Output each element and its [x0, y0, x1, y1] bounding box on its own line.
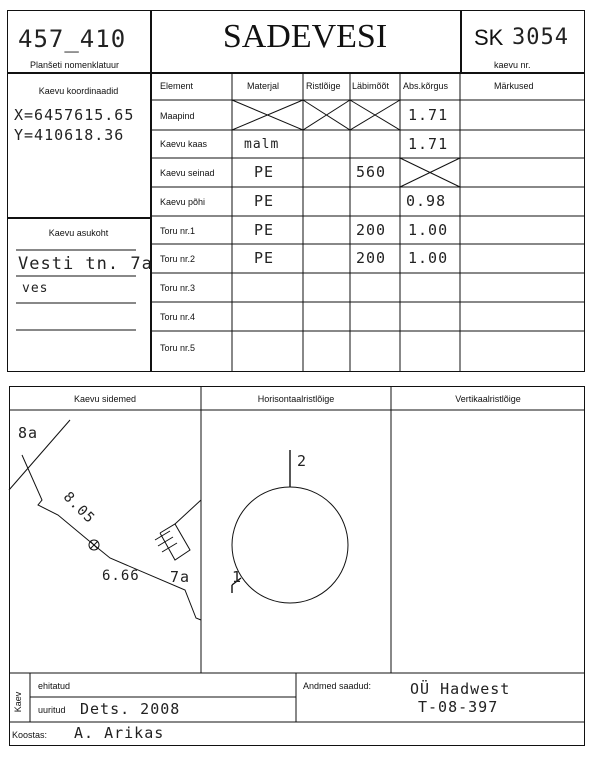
- well-prefix: SK: [474, 25, 504, 50]
- section-header-vertical: Vertikaalristlõige: [455, 394, 521, 404]
- pipe-1-label: 1: [232, 568, 243, 586]
- row-element: Maapind: [160, 111, 195, 121]
- compiled-label: Koostas:: [12, 730, 48, 740]
- row-element: Toru nr.1: [160, 226, 196, 236]
- row-element: Toru nr.2: [160, 254, 196, 264]
- footer-side-label: Kaev: [13, 691, 23, 713]
- col-header-cross: Ristlõige: [306, 81, 341, 91]
- row-height: 1.71: [408, 106, 449, 124]
- row-element: Toru nr.5: [160, 343, 196, 353]
- row-element: Toru nr.3: [160, 283, 196, 293]
- data-from-label: Andmed saadud:: [303, 681, 372, 691]
- row-material: PE: [254, 221, 275, 239]
- row-element: Toru nr.4: [160, 312, 196, 322]
- col-header-material: Materjal: [247, 81, 280, 91]
- col-header-height: Abs.kõrgus: [403, 81, 449, 91]
- row-diameter: 560: [356, 163, 387, 181]
- page-title: SADEVESI: [222, 18, 388, 55]
- row-element: Kaevu põhi: [160, 197, 206, 207]
- section-header-horizontal: Horisontaalristlõige: [257, 394, 335, 404]
- data-from-line-1: OÜ Hadwest: [410, 680, 511, 698]
- row-material: PE: [254, 192, 275, 210]
- row-element: Kaevu kaas: [160, 139, 208, 149]
- compiled-value: A. Arikas: [74, 724, 165, 742]
- sketch-label-8a: 8a: [18, 424, 39, 442]
- col-header-notes: Märkused: [494, 81, 534, 91]
- location-line-1: Vesti tn. 7a: [18, 254, 153, 274]
- row-element: Kaevu seinad: [160, 168, 215, 178]
- coord-x: X=6457615.65: [14, 106, 135, 124]
- row-height: 1.00: [408, 249, 449, 267]
- built-label: ehitatud: [38, 681, 71, 691]
- row-material: PE: [254, 163, 275, 181]
- section-header-connections: Kaevu sidemed: [73, 394, 137, 404]
- sketch-distance-2: 6.66: [102, 568, 140, 584]
- sketch-label-7a: 7a: [170, 568, 191, 586]
- sheet-caption: Planšeti nomenklatuur: [30, 60, 120, 70]
- well-number: 3054: [512, 25, 569, 50]
- coord-y: Y=410618.36: [14, 126, 125, 144]
- row-diameter: 200: [356, 221, 387, 239]
- coords-label: Kaevu koordinaadid: [38, 86, 119, 96]
- pipe-2-label: 2: [297, 452, 308, 470]
- row-material: PE: [254, 249, 275, 267]
- row-height: 1.71: [408, 135, 449, 153]
- surveyed-label: uuritud: [38, 705, 66, 715]
- sketch-distance-1: 8.05: [59, 489, 98, 527]
- surveyed-value: Dets. 2008: [80, 700, 181, 718]
- location-line-2: ves: [22, 281, 49, 296]
- col-header-diameter: Läbimõõt: [352, 81, 390, 91]
- well-caption: kaevu nr.: [494, 60, 531, 70]
- col-header-element: Element: [160, 81, 194, 91]
- row-material: malm: [244, 137, 280, 152]
- row-diameter: 200: [356, 249, 387, 267]
- data-from-line-2: T-08-397: [418, 698, 499, 716]
- location-label: Kaevu asukoht: [48, 228, 109, 238]
- sheet-number: 457_410: [18, 25, 127, 53]
- row-height: 0.98: [406, 192, 447, 210]
- row-height: 1.00: [408, 221, 449, 239]
